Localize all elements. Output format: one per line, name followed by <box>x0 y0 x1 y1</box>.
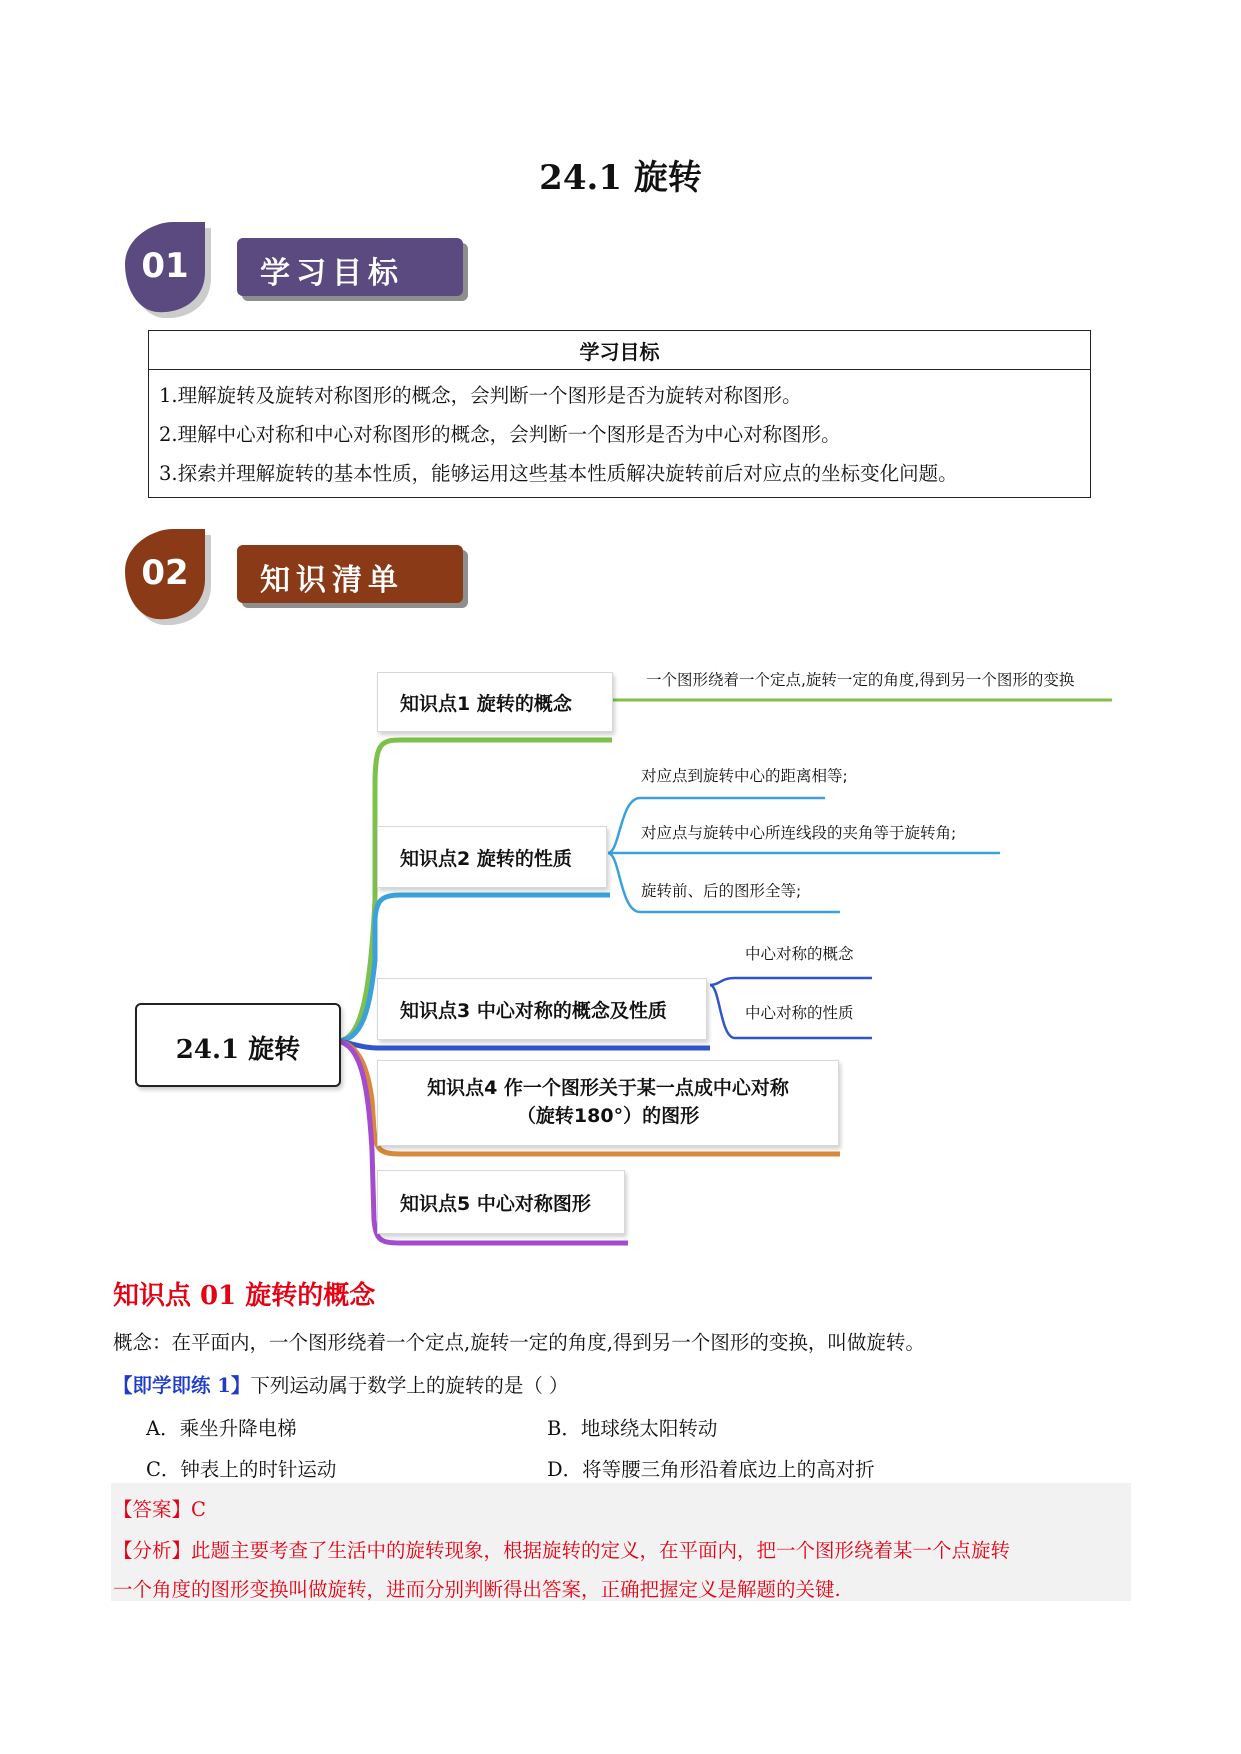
page-title: 24.1 旋转 <box>539 158 702 198</box>
mindmap-root <box>135 1003 341 1087</box>
mindmap-node-label: 知识点4 作一个图形关于某一点成中心对称 <box>427 1077 789 1099</box>
mindmap-leaf: 对应点与旋转中心所连线段的夹角等于旋转角; <box>641 824 957 842</box>
exercise-text: 下列运动属于数学上的旋转的是（ ） <box>250 1374 569 1397</box>
knowledge-point-title: 知识点 01 旋转的概念 <box>113 1281 376 1311</box>
objective-row: 1.理解旋转及旋转对称图形的概念，会判断一个图形是否为旋转对称图形。 <box>149 370 1091 414</box>
mindmap-node-label: 知识点2 旋转的性质 <box>400 848 572 870</box>
mindmap-node-kp3 <box>377 978 707 1040</box>
objectives-header: 学习目标 <box>149 331 1091 370</box>
section-number: 02 <box>141 553 189 593</box>
exercise-tag: 【即学即练 1】 <box>113 1374 251 1397</box>
mindmap-node-label: 知识点1 旋转的概念 <box>400 693 572 715</box>
mindmap-node-kp4 <box>377 1060 839 1146</box>
mindmap-root-label: 24.1 旋转 <box>175 1035 301 1065</box>
section-number: 01 <box>141 246 189 286</box>
section-label: 知识清单 <box>260 563 404 598</box>
option-b: B．地球绕太阳转动 <box>547 1417 718 1440</box>
mindmap-node-label: （旋转180°）的图形 <box>516 1105 700 1127</box>
objective-row: 2.理解中心对称和中心对称图形的概念，会判断一个图形是否为中心对称图形。 <box>149 413 1091 452</box>
option-c: C．钟表上的时针运动 <box>146 1458 337 1481</box>
concept-text: 概念：在平面内，一个图形绕着一个定点,旋转一定的角度,得到另一个图形的变换，叫做旋转。 <box>113 1331 925 1354</box>
mindmap-node-kp1 <box>377 672 613 732</box>
mindmap-node-kp2 <box>377 826 607 888</box>
mindmap-leaf: 中心对称的性质 <box>745 1004 854 1022</box>
analysis-text-line1: 【分析】此题主要考查了生活中的旋转现象，根据旋转的定义，在平面内，把一个图形绕着某一个点旋转 <box>113 1539 1011 1562</box>
objective-row: 3.探索并理解旋转的基本性质，能够运用这些基本性质解决旋转前后对应点的坐标变化问题。 <box>149 452 1091 498</box>
section-label: 学习目标 <box>260 256 404 291</box>
exercise-line <box>113 1370 569 1398</box>
mindmap-node-label: 知识点3 中心对称的概念及性质 <box>400 1000 667 1022</box>
option-a: A．乘坐升降电梯 <box>146 1417 297 1440</box>
mindmap-leaf: 旋转前、后的图形全等; <box>641 882 802 900</box>
analysis-text-line2: 一个角度的图形变换叫做旋转，进而分别判断得出答案，正确把握定义是解题的关键. <box>113 1578 841 1601</box>
mindmap-leaf: 对应点到旋转中心的距离相等; <box>641 767 848 785</box>
mindmap-leaf: 一个图形绕着一个定点,旋转一定的角度,得到另一个图形的变换 <box>646 671 1075 689</box>
mindmap-leaf: 中心对称的概念 <box>745 945 854 963</box>
option-d: D．将等腰三角形沿着底边上的高对折 <box>547 1458 875 1481</box>
mindmap-node-label: 知识点5 中心对称图形 <box>400 1193 591 1215</box>
mindmap-node-kp5 <box>377 1170 625 1234</box>
answer-text: 【答案】C <box>113 1498 206 1521</box>
